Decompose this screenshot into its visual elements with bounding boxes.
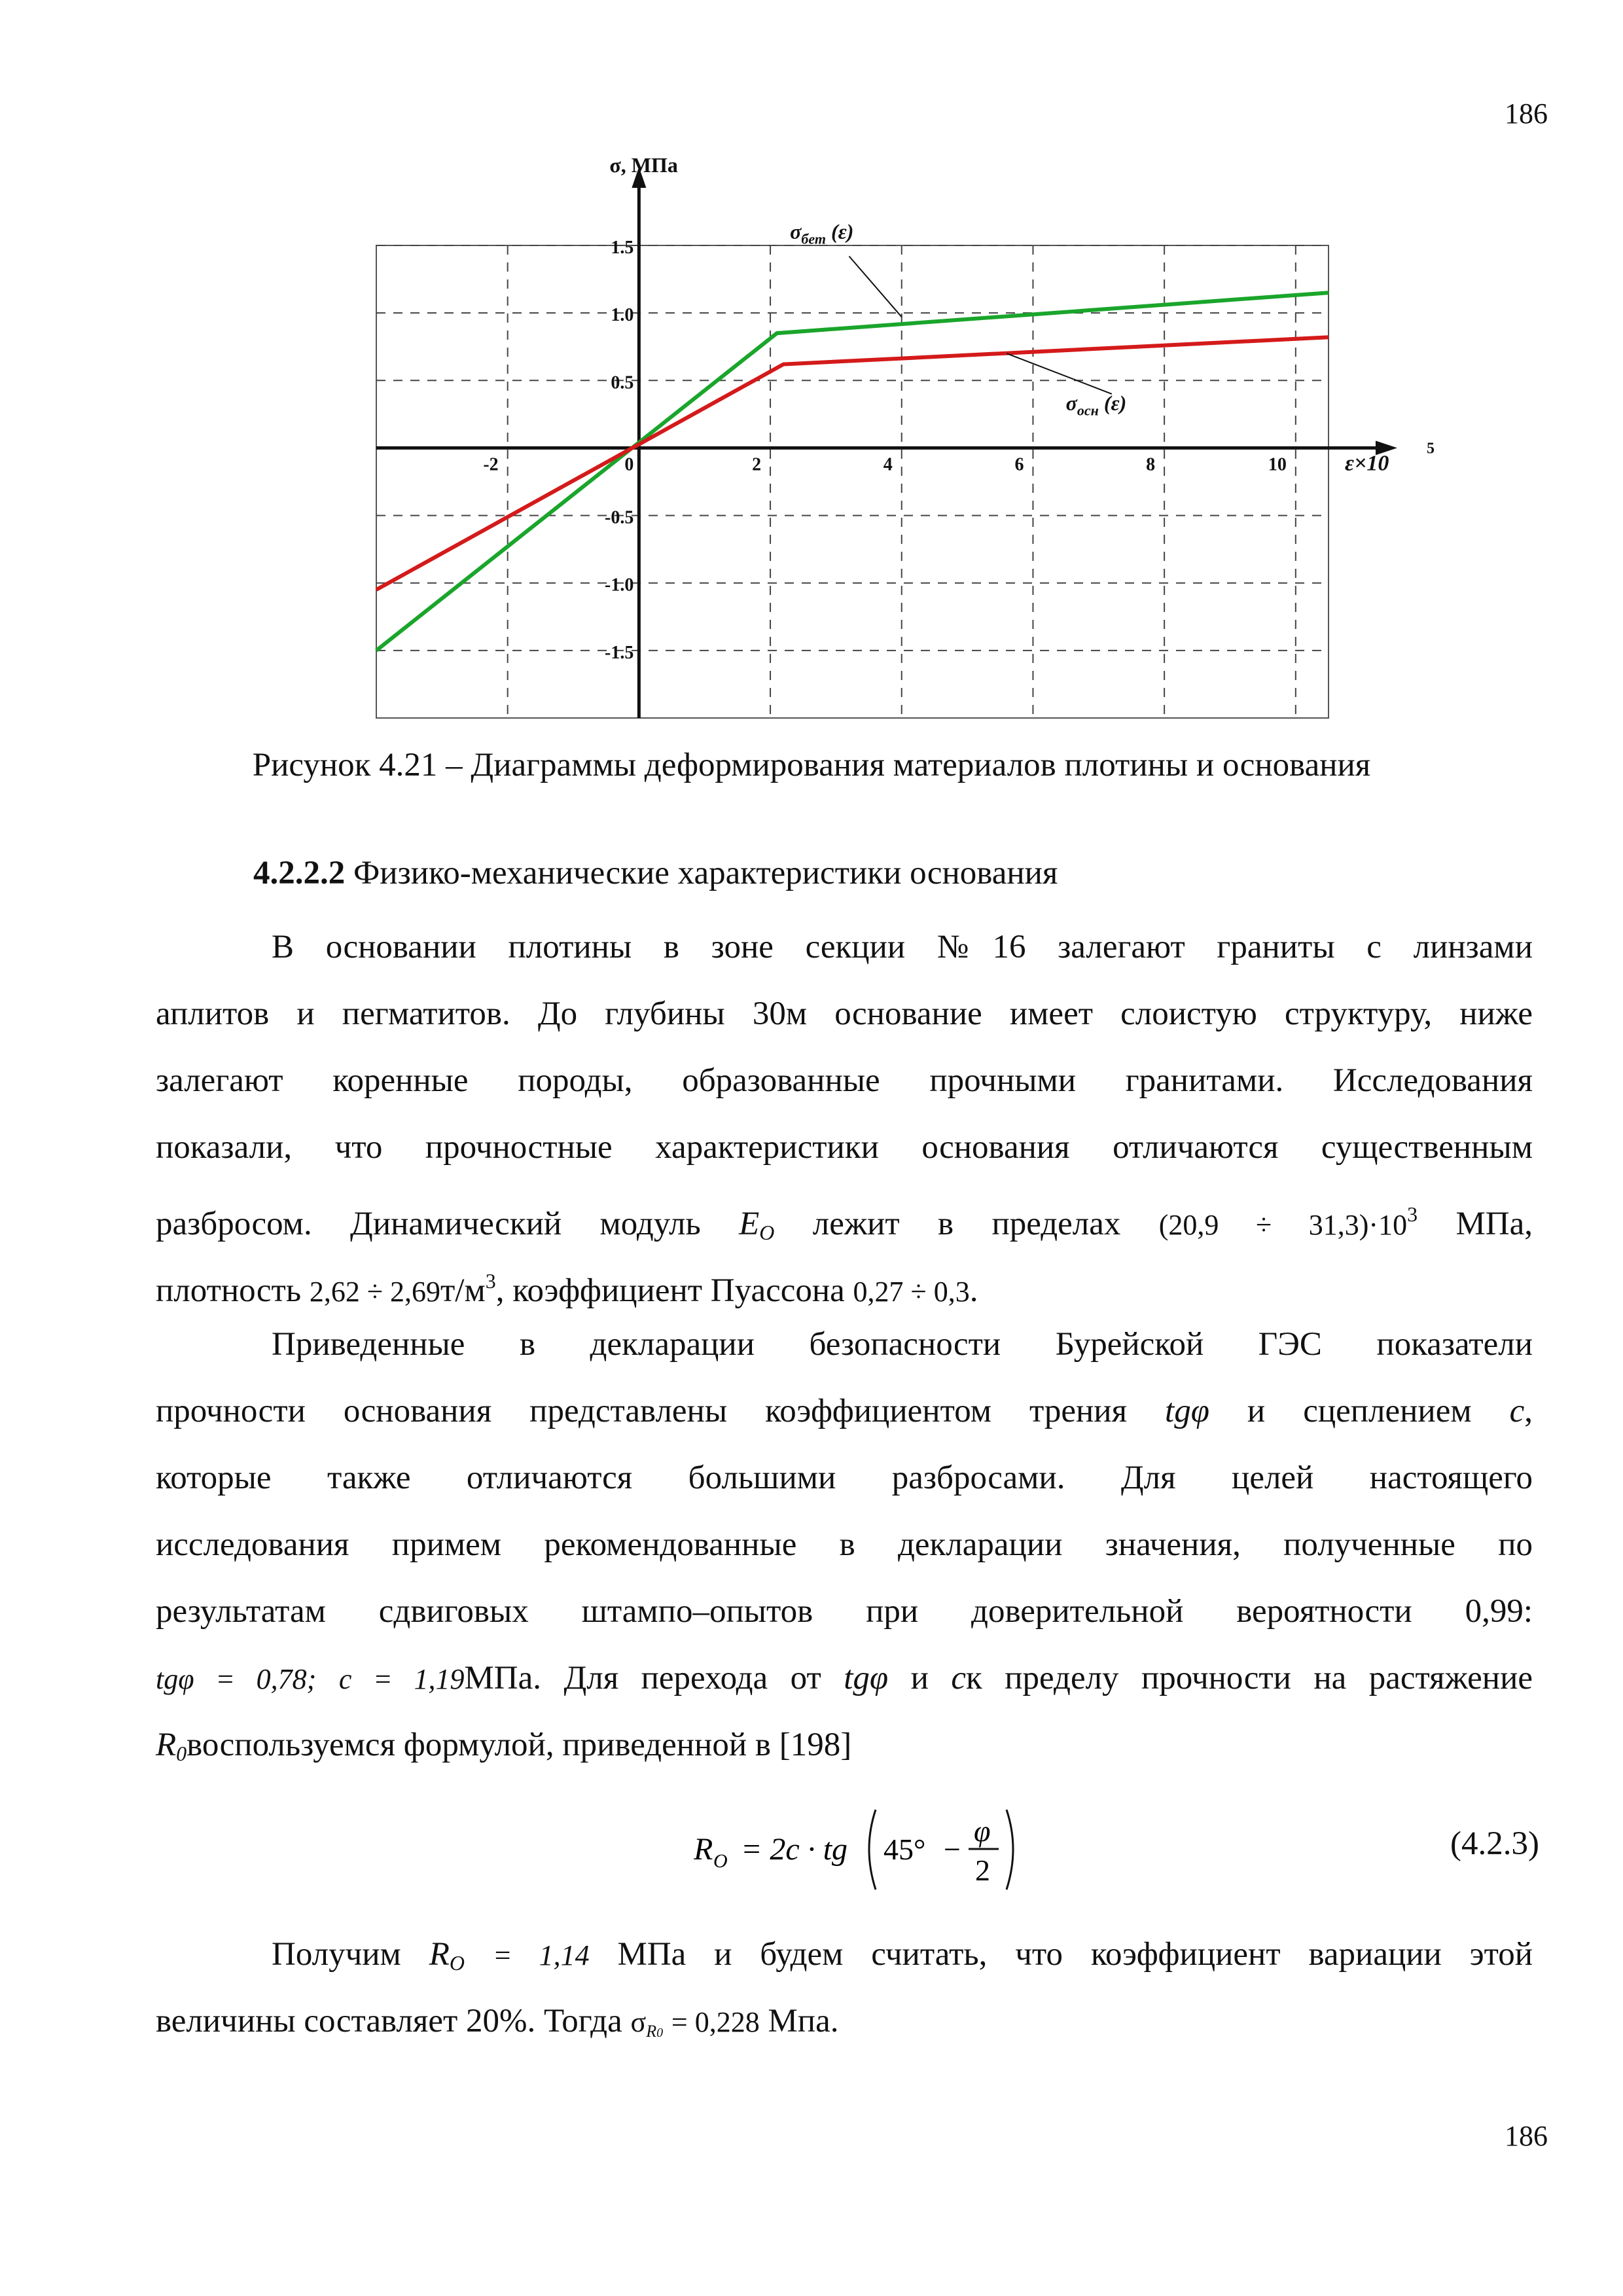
x-axis-label-exp: 5: [1427, 440, 1435, 457]
math-sigma-R0: $\sigma_{R0}$: [630, 2006, 664, 2041]
label-sigma-foundation: $\sigma_{осн}$ (ε): [1065, 391, 1127, 419]
x-tick-label: 6: [1014, 454, 1024, 475]
text-line: залегают коренные породы, образованные прочными гранитами. Исследования: [156, 1062, 1533, 1099]
y-tick-label: 1.5: [611, 238, 634, 258]
text-span: Получим: [272, 1936, 401, 1973]
text-span: и: [910, 1660, 929, 1696]
math-c-value: c = 1,19: [338, 1663, 465, 1695]
x-tick-label: 10: [1268, 454, 1287, 475]
formula-left-paren: [869, 1810, 876, 1890]
formula-minus: −: [944, 1833, 961, 1866]
text-span: разбросом. Динамический модуль: [156, 1206, 701, 1242]
series-line-concrete: [376, 293, 1329, 651]
formula-4-2-3: [694, 1797, 1034, 1901]
formula-number: (4.2.3): [1450, 1825, 1539, 1862]
text-span: величины составляет 20%. Тогда: [156, 2003, 622, 2039]
text-span: к пределу прочности на растяжение: [966, 1660, 1533, 1696]
axes: [376, 167, 1397, 718]
text-line: аплитов и пегматитов. До глубины 30м основание имеет слоистую структуру, ниже: [156, 996, 1533, 1032]
text-span: МПа. Для перехода от: [464, 1660, 821, 1696]
deformation-chart: [340, 157, 1492, 733]
x-axis-label: ε×10: [1345, 451, 1389, 476]
text-line: [156, 1181, 1533, 1247]
math-range1: $(20,9 \div 31,3)\cdot 10^3$: [1158, 1202, 1418, 1241]
formula-angle: 45°: [883, 1833, 926, 1866]
formula-lhs-sub: O: [713, 1850, 728, 1872]
text-span: $т/м^3$: [440, 1269, 496, 1309]
text-span: МПа,: [1455, 1206, 1533, 1242]
x-tick-label: -2: [483, 454, 499, 475]
math-c: c: [1509, 1393, 1525, 1429]
figure-caption: Рисунок 4.21 – Диаграммы деформирования материалов плотины и основания: [252, 747, 1371, 783]
math-tgphi: tgφ: [1165, 1393, 1209, 1429]
page-number-bottom: 186: [1505, 2120, 1548, 2152]
tick-labels: [483, 157, 1435, 663]
paragraph-2: [156, 1311, 1533, 1778]
math-tgphi-value: tgφ = 0,78;: [156, 1663, 317, 1695]
text-line: показали, что прочностные характеристики основания отличаются существенным: [156, 1129, 1533, 1166]
math-RO-value: = 1,14: [492, 1939, 590, 1971]
text-span: ,: [1524, 1393, 1533, 1429]
text-line: Приведенные в декларации безопасности Бурейской ГЭС показатели: [272, 1326, 1533, 1363]
series-line-foundation: [376, 337, 1329, 590]
leader-concrete: [849, 257, 901, 317]
text-span: МПа и будем считать, что коэффициент вариации этой: [617, 1936, 1533, 1973]
origin-label: 0: [624, 454, 634, 475]
text-span: .: [969, 1272, 978, 1309]
formula-numerator: φ: [974, 1814, 991, 1848]
text-span: лежит в пределах: [812, 1206, 1121, 1242]
text-line: [156, 1921, 1533, 1988]
paragraph-3: [156, 1921, 1533, 2054]
text-line: [156, 1645, 1533, 1712]
formula-eq: = 2c · tg: [741, 1832, 848, 1867]
text-line: которые также отличаются большими разбросами. Для целей настоящего: [156, 1460, 1533, 1496]
math-E: $E_O$: [739, 1206, 775, 1244]
text-span: , коэффициент Пуассона: [495, 1272, 845, 1309]
text-span: и сцеплением: [1247, 1393, 1472, 1429]
math-range3: 0,27 ÷ 0,3: [853, 1276, 970, 1308]
math-tgphi: tgφ: [844, 1660, 889, 1696]
leader-foundation: [1007, 353, 1112, 394]
text-line: исследования примем рекомендованные в декларации значения, полученные по: [156, 1526, 1533, 1563]
y-tick-label: 1.0: [611, 305, 634, 326]
math-c: c: [951, 1660, 967, 1696]
text-line: [156, 1988, 1533, 2054]
y-axis-label: σ, МПа: [609, 157, 678, 177]
math-range2: 2,62 ÷ 2,69: [309, 1276, 441, 1308]
grid: [376, 245, 1329, 718]
text-line: В основании плотины в зоне секции №16 залегают граниты с линзами: [272, 929, 1533, 965]
page-number-top: 186: [1505, 98, 1548, 130]
text-span: прочности основания представлены коэффициентом трения: [156, 1393, 1128, 1429]
formula-right-paren: [1007, 1810, 1013, 1890]
y-tick-label: -1.0: [605, 575, 634, 596]
text-line: [156, 1712, 1533, 1778]
text-span: воспользуемся формулой, приведенной в [198]: [187, 1727, 852, 1763]
text-span: плотность: [156, 1272, 302, 1309]
formula-denominator: 2: [975, 1854, 990, 1887]
section-title: Физико-механические характеристики основания: [353, 855, 1058, 891]
x-tick-label: 4: [883, 454, 893, 475]
series-lines: [376, 293, 1329, 651]
formula-lhs: R: [694, 1832, 713, 1867]
text-span: Мпа.: [768, 2003, 839, 2039]
label-sigma-concrete: $\sigma_{бет}$ (ε): [790, 219, 854, 247]
x-tick-label: 8: [1146, 454, 1156, 475]
math-RO: $R_O$: [429, 1936, 465, 1975]
text-line: результатам сдвиговых штампо–опытов при доверительной вероятности 0,99:: [156, 1593, 1533, 1630]
formula-graphic: [694, 1797, 1034, 1901]
y-tick-label: -0.5: [605, 507, 634, 528]
plot-frame: [376, 245, 1329, 718]
section-heading: [253, 854, 1058, 892]
text-line: [156, 1378, 1533, 1444]
x-tick-label: 2: [752, 454, 762, 475]
paragraph-1: [156, 914, 1533, 1314]
y-tick-label: 0.5: [611, 372, 634, 393]
math-R0: $R_0$: [156, 1727, 187, 1765]
text-line: [156, 1247, 1533, 1314]
y-tick-label: -1.5: [605, 642, 634, 663]
section-number: 4.2.2.2: [253, 855, 346, 891]
math-sigma-value: = 0,228: [671, 2006, 760, 2038]
